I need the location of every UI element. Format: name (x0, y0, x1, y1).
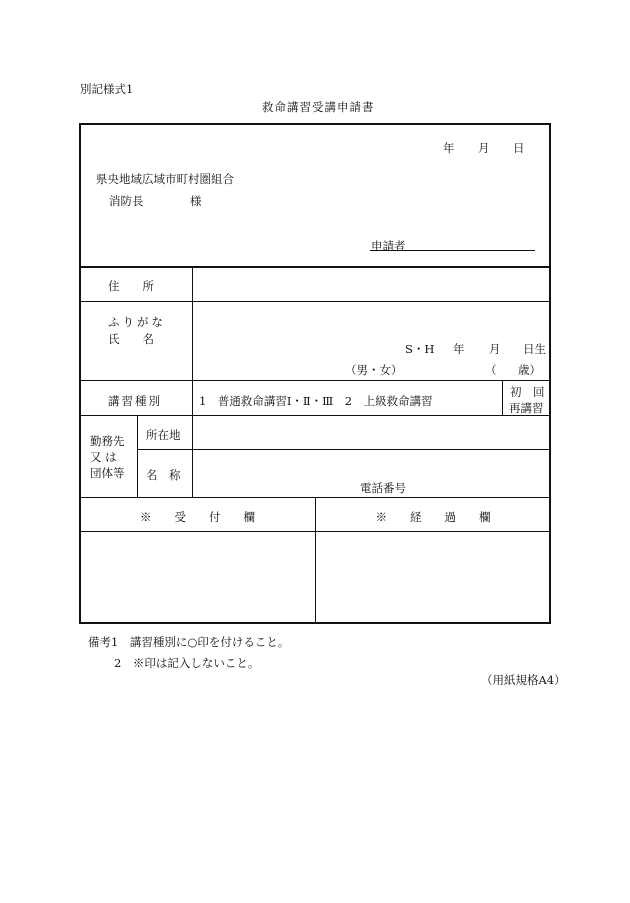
reception-label: ※ 受 付 欄 (140, 510, 255, 524)
note-2: 2 ※印は記入しないこと。 (114, 656, 260, 670)
birth-month-label: 月 (489, 342, 501, 356)
addressee-honorific: 様 (190, 194, 202, 208)
age-label: 歳） (518, 363, 541, 377)
course-type-label: 講習種別 (108, 394, 162, 408)
workplace-label: 勤務先 又 は 団体等 (90, 434, 125, 480)
addressee-org: 県央地域広域市町村圏組合 (96, 172, 234, 186)
furigana-label: ふりがな (108, 315, 166, 329)
addressee-title: 消防長 (109, 194, 144, 208)
column-divider-workplace (137, 415, 138, 497)
course-options[interactable]: 1 普通救命講習Ⅰ・Ⅱ・Ⅲ 2 上級救命講習 (199, 394, 433, 408)
name-label: 氏 名 (108, 332, 154, 346)
divider-course (79, 415, 551, 416)
column-divider-attempt (502, 380, 503, 415)
birth-year-label: 年 (453, 342, 465, 356)
address-field[interactable] (194, 268, 549, 300)
column-divider-main (192, 266, 193, 497)
location-field[interactable] (194, 417, 549, 448)
date-year-label: 年 (443, 141, 455, 155)
phone-label: 電話番号 (360, 481, 406, 495)
applicant-label: 申請者 (371, 239, 406, 253)
address-label: 住 所 (108, 279, 154, 293)
location-label: 所在地 (146, 428, 181, 442)
attempt-repeat[interactable]: 再講習 (509, 401, 544, 415)
divider-workplace-inner (137, 449, 551, 450)
note-1: 備考1 講習種別に○印を付けること。 (88, 635, 290, 649)
progress-label: ※ 経 過 欄 (375, 510, 491, 524)
org-name-label: 名 称 (146, 468, 181, 482)
applicant-underline (370, 250, 535, 251)
form-label: 別記様式1 (80, 82, 134, 96)
birth-day-label: 日生 (523, 342, 546, 356)
divider-name (79, 380, 551, 381)
birth-era: S・H (405, 342, 435, 356)
org-name-field[interactable] (194, 451, 549, 475)
divider-address (79, 301, 551, 302)
age-open: （ (485, 363, 497, 377)
date-day-label: 日 (513, 141, 525, 155)
gender-select[interactable]: （男・女） (345, 363, 403, 377)
date-month-label: 月 (478, 141, 490, 155)
form-title: 救命講習受講申請書 (262, 100, 375, 114)
paper-size-note: （用紙規格A4） (481, 673, 566, 687)
attempt-first[interactable]: 初 回 (510, 385, 545, 399)
name-field[interactable] (194, 303, 549, 333)
